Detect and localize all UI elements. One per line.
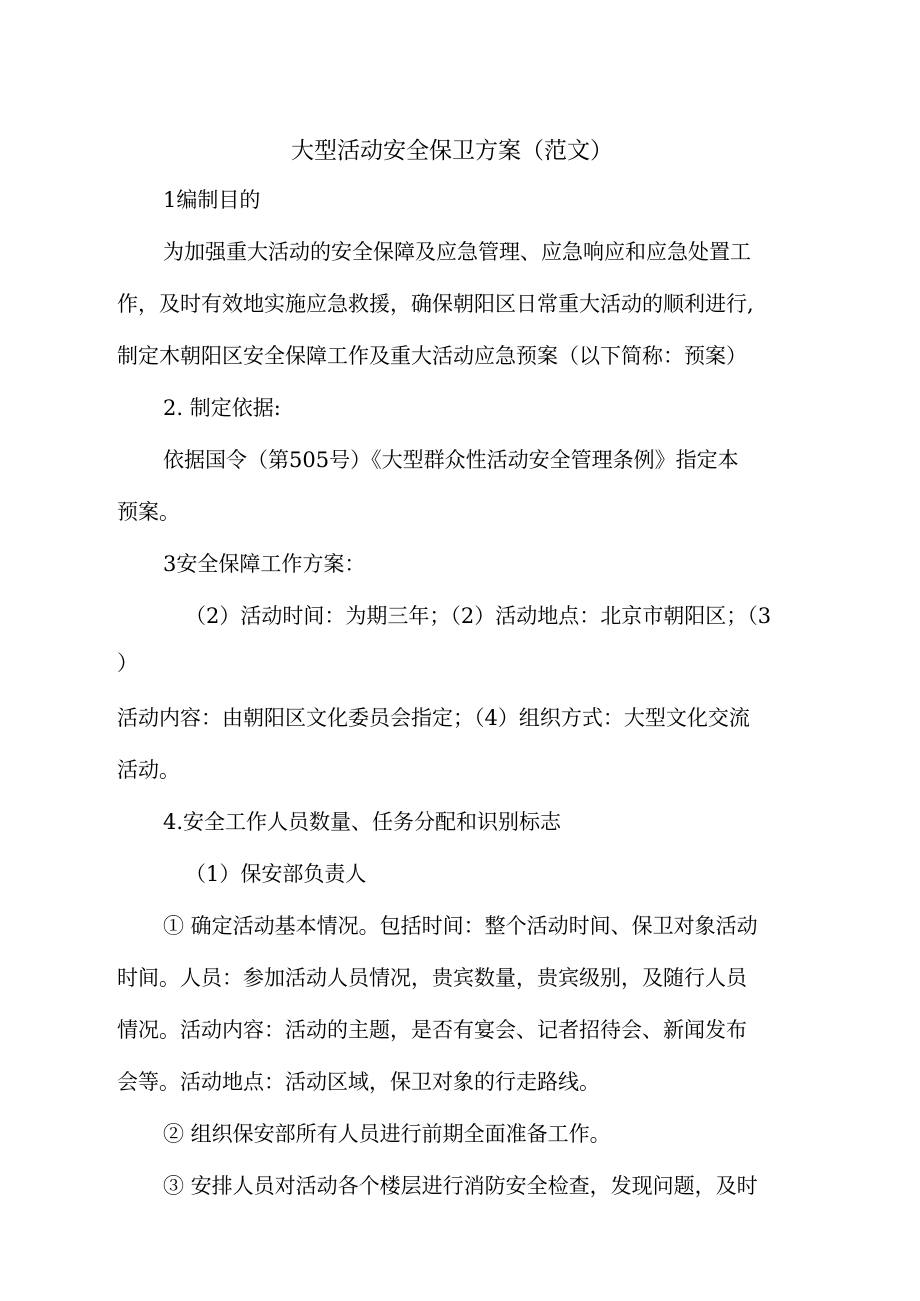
- paragraph-line: ① 确定活动基本情况。包括时间：整个活动时间、保卫对象活动: [163, 914, 758, 938]
- section-heading-1: 1编制目的: [163, 188, 261, 212]
- paragraph-line: 为加强重大活动的安全保障及应急管理、应急响应和应急处置工: [163, 240, 751, 264]
- document-title: 大型活动安全保卫方案（范文）: [291, 138, 613, 164]
- section-heading-4: 4.安全工作人员数量、任务分配和识别标志: [163, 810, 562, 834]
- paragraph-line: （2）活动时间：为期三年；（2）活动地点：北京市朝阳区；（3: [185, 604, 772, 628]
- paragraph-line: 制定木朝阳区安全保障工作及重大活动应急预案（以下简称：预案）: [117, 344, 747, 368]
- paragraph-line: 作，及时有效地实施应急救援，确保朝阳区日常重大活动的顺利进行,: [117, 292, 754, 316]
- paragraph-line: ）: [117, 651, 138, 675]
- paragraph-line: ③ 安排人员对活动各个楼层进行消防安全检查，发现问题，及时: [163, 1174, 758, 1198]
- paragraph-line: 活动内容：由朝阳区文化委员会指定；（4）组织方式：大型文化交流: [117, 706, 750, 730]
- paragraph-line: 预案。: [117, 500, 180, 524]
- paragraph-line: 依据国令（第505号）《大型群众性活动安全管理条例》指定本: [163, 448, 739, 472]
- paragraph-line: 时间。人员：参加活动人员情况，贵宾数量，贵宾级别，及随行人员: [117, 966, 747, 990]
- section-heading-3: 3安全保障工作方案：: [163, 552, 366, 576]
- subsection-heading: （1）保安部负责人: [185, 862, 367, 886]
- paragraph-line: ② 组织保安部所有人员进行前期全面准备工作。: [163, 1122, 611, 1146]
- paragraph-line: 会等。活动地点：活动区域，保卫对象的行走路线。: [117, 1070, 600, 1094]
- section-heading-2: 2. 制定依据:: [163, 396, 281, 420]
- paragraph-line: 活动。: [117, 758, 180, 782]
- paragraph-line: 情况。活动内容：活动的主题，是否有宴会、记者招待会、新闻发布: [117, 1018, 747, 1042]
